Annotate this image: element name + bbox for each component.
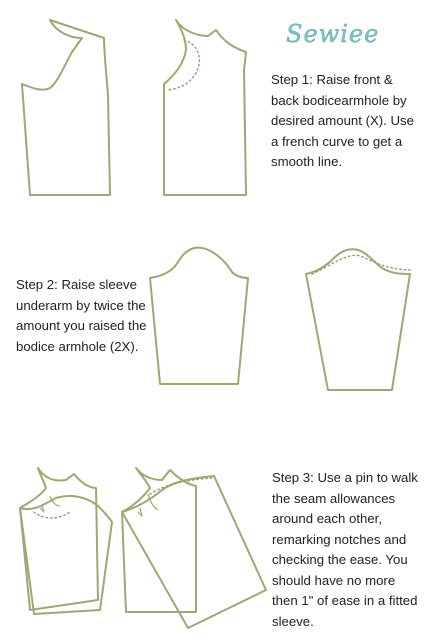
sleeve-rotated-right [122,476,266,628]
bodice-raised [164,20,246,195]
pin-arrow-left [34,512,70,518]
bodice-pinned-left [20,468,98,610]
step-3-text: Step 3: Use a pin to walk the seam allowances around each other, remarking notches and checking the ease. You should have no more then 1" of ease in a fitted sleeve. [272,470,418,629]
step-1-text: Step 1: Raise front & back bodicearmhole by desired amount (X). Use a french curve to get a smooth line. [271,72,414,169]
sleeve-raised [306,249,410,390]
brand-logo: Sewiee [286,20,380,48]
step-2-text: Step 2: Raise sleeve underarm by twice the amount you raised the bodice armhole (2X). [16,277,147,354]
bodice-original [22,20,110,195]
bodice-raised-armhole-line [168,40,199,90]
sleeve-original [150,248,248,384]
